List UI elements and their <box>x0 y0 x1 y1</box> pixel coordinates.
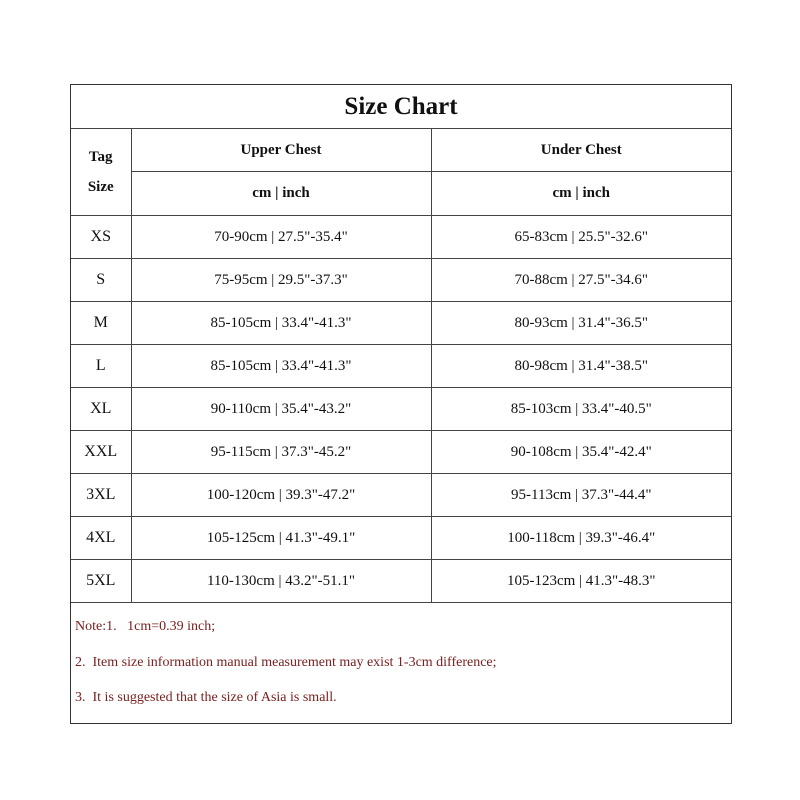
note-1: Note:1. 1cm=0.39 inch; <box>75 619 216 634</box>
table-row <box>71 388 731 431</box>
size-label: Size <box>87 179 114 195</box>
under-chest-cell: 80-93cm | 31.4"-36.5" <box>431 302 731 345</box>
size-cell: S <box>71 259 131 302</box>
size-cell: 3XL <box>71 474 131 517</box>
table-row <box>71 431 731 474</box>
table-row <box>71 216 731 259</box>
tag-size-header <box>71 129 131 216</box>
under-chest-cell: 100-118cm | 39.3"-46.4" <box>431 517 731 560</box>
note-2: 2. Item size information manual measurement may exist 1-3cm difference; <box>75 655 497 670</box>
under-chest-cell: 95-113cm | 37.3"-44.4" <box>431 474 731 517</box>
upper-chest-cell: 100-120cm | 39.3"-47.2" <box>131 474 431 517</box>
under-chest-units: cm | inch <box>431 172 731 216</box>
upper-chest-cell: 90-110cm | 35.4"-43.2" <box>131 388 431 431</box>
table-row <box>71 259 731 302</box>
note-3: 3. It is suggested that the size of Asia is small. <box>75 690 337 705</box>
size-cell: 4XL <box>71 517 131 560</box>
under-chest-cell: 90-108cm | 35.4"-42.4" <box>431 431 731 474</box>
upper-chest-cell: 95-115cm | 37.3"-45.2" <box>131 431 431 474</box>
size-cell: XXL <box>71 431 131 474</box>
table-row <box>71 302 731 345</box>
upper-chest-cell: 110-130cm | 43.2"-51.1" <box>131 560 431 603</box>
under-chest-cell: 70-88cm | 27.5"-34.6" <box>431 259 731 302</box>
size-cell: XL <box>71 388 131 431</box>
under-chest-cell: 105-123cm | 41.3"-48.3" <box>431 560 731 603</box>
table-row <box>71 474 731 517</box>
upper-chest-cell: 70-90cm | 27.5"-35.4" <box>131 216 431 259</box>
upper-chest-cell: 85-105cm | 33.4"-41.3" <box>131 302 431 345</box>
upper-chest-cell: 85-105cm | 33.4"-41.3" <box>131 345 431 388</box>
table-row <box>71 517 731 560</box>
chart-title: Size Chart <box>71 85 731 129</box>
under-chest-cell: 80-98cm | 31.4"-38.5" <box>431 345 731 388</box>
units-row <box>71 172 731 216</box>
size-table <box>71 85 731 603</box>
title-row <box>71 85 731 129</box>
upper-chest-cell: 105-125cm | 41.3"-49.1" <box>131 517 431 560</box>
upper-chest-units: cm | inch <box>131 172 431 216</box>
table-row <box>71 560 731 603</box>
upper-chest-header: Upper Chest <box>131 129 431 172</box>
size-cell: M <box>71 302 131 345</box>
under-chest-header: Under Chest <box>431 129 731 172</box>
under-chest-cell: 65-83cm | 25.5"-32.6" <box>431 216 731 259</box>
size-chart <box>70 84 732 724</box>
size-cell: L <box>71 345 131 388</box>
under-chest-cell: 85-103cm | 33.4"-40.5" <box>431 388 731 431</box>
size-cell: 5XL <box>71 560 131 603</box>
tag-label: Tag <box>88 149 113 165</box>
table-row <box>71 345 731 388</box>
upper-chest-cell: 75-95cm | 29.5"-37.3" <box>131 259 431 302</box>
header-row <box>71 129 731 172</box>
size-cell: XS <box>71 216 131 259</box>
